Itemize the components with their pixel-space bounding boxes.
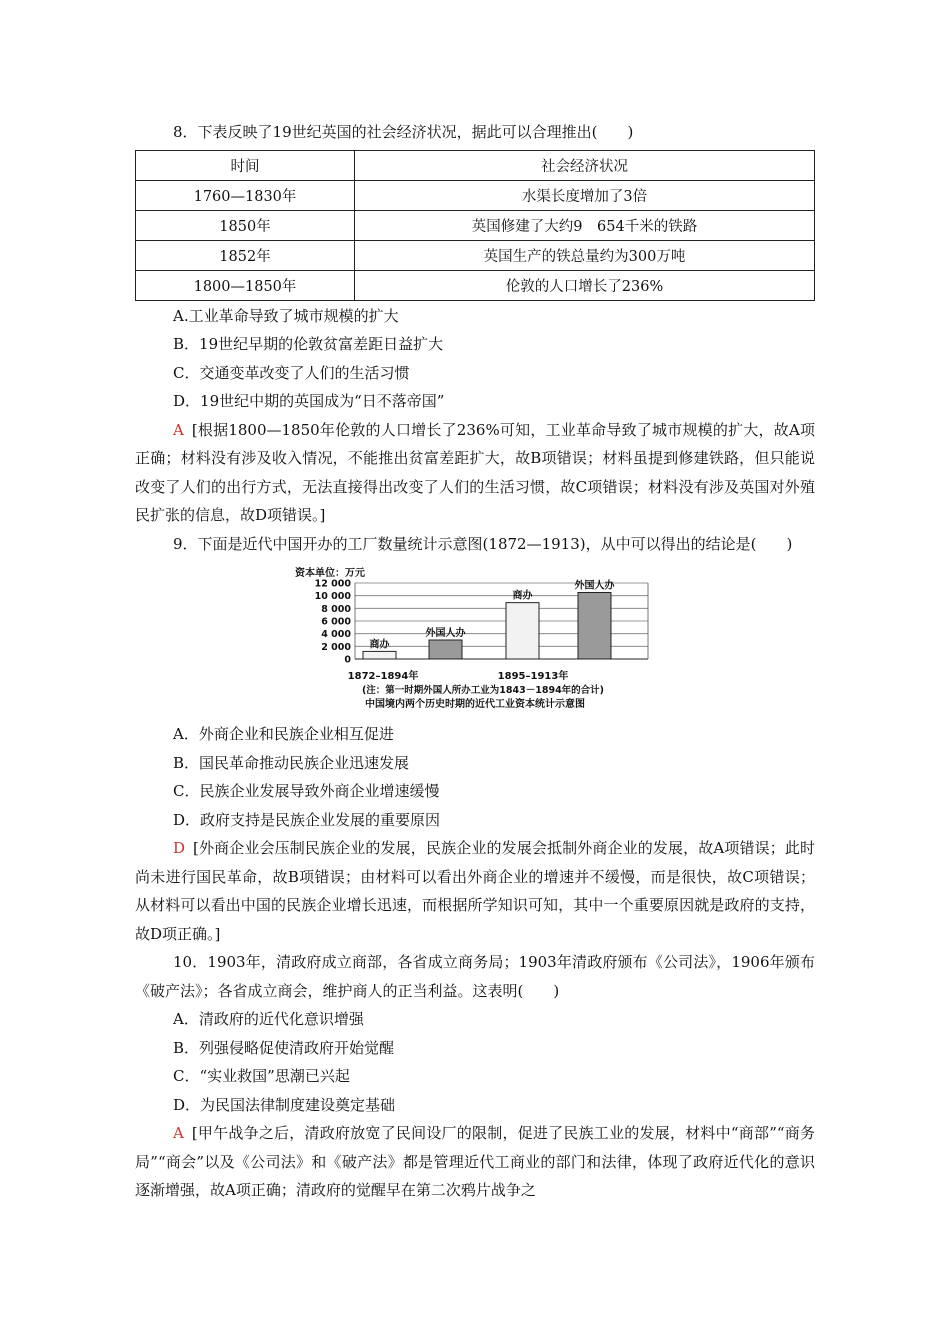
chart-y-tick-label: 2 000 bbox=[321, 641, 351, 653]
q8-stem: 8．下表反映了19世纪英国的社会经济状况，据此可以合理推出( ) bbox=[173, 123, 634, 141]
table-header-cell: 社会经济状况 bbox=[355, 150, 815, 180]
q8-explanation-text: [根据1800—1850年伦敦的人口增长了236%可知，工业革命导致了城市规模的扩大，故A项正确；材料没有涉及收入情况，不能推出贫富差距扩大，故B项错误；材料虽提到修建铁路，但只能说改变了人们的出行方式，无法直接得出改变了人们的生活习惯，故C项错误；材料没有涉及英国对外殖民扩张的信息，故D项错误。] bbox=[135, 420, 815, 524]
q9-option-b: B．国民革命推动民族企业迅速发展 bbox=[173, 753, 410, 772]
table-cell: 1850年 bbox=[136, 210, 355, 240]
table-header-cell: 时间 bbox=[136, 150, 355, 180]
chart-y-tick-label: 6 000 bbox=[321, 616, 351, 628]
table-cell: 1800—1850年 bbox=[136, 270, 355, 300]
table-row bbox=[136, 180, 815, 210]
q8-table bbox=[135, 150, 815, 301]
q8-option-d: D．19世纪中期的英国成为“日不落帝国” bbox=[173, 392, 445, 410]
q9-stem: 9．下面是近代中国开办的工厂数量统计示意图(1872—1913)，从中可以得出的结论是( ) bbox=[173, 534, 793, 553]
table-cell: 水渠长度增加了3倍 bbox=[355, 180, 815, 210]
chart-category-label: 1895–1913年 bbox=[497, 671, 569, 682]
chart-caption: 中国境内两个历史时期的近代工业资本统计示意图 bbox=[365, 699, 585, 710]
q9-option-a: A．外商企业和民族企业相互促进 bbox=[173, 725, 394, 743]
q9-option-c: C．民族企业发展导致外商企业增速缓慢 bbox=[173, 782, 440, 800]
table-cell: 1852年 bbox=[136, 240, 355, 270]
table-row bbox=[136, 240, 815, 270]
chart-bar bbox=[363, 651, 396, 659]
table-row bbox=[136, 270, 815, 300]
q9-option-d: D．政府支持是民族企业发展的重要原因 bbox=[173, 810, 441, 829]
chart-bar-label: 商办 bbox=[369, 639, 390, 651]
q10-explanation bbox=[135, 1119, 815, 1205]
chart-bar bbox=[429, 640, 462, 659]
document-page bbox=[135, 118, 815, 1205]
chart-bar-label: 商办 bbox=[512, 590, 533, 602]
q9-explanation-text: [外商企业会压制民族企业的发展，民族企业的发展会抵制外商企业的发展，故A项错误；此时尚未进行国民革命，故B项错误；由材料可以看出外商企业的增速并不缓慢，而是很快，故C项错误；从材料可以看出中国的民族企业增长迅速，而根据所学知识可知，其中一个重要原因就是政府的支持，故D项正确。] bbox=[135, 839, 815, 943]
chart-y-tick-label: 4 000 bbox=[321, 629, 351, 641]
q10-option-b: B．列强侵略促使清政府开始觉醒 bbox=[173, 1038, 395, 1057]
chart-y-tick-label: 10 000 bbox=[314, 591, 351, 603]
q10-option-a: A．清政府的近代化意识增强 bbox=[173, 1010, 364, 1028]
q8-answer: A bbox=[173, 420, 184, 439]
table-header-row bbox=[136, 150, 815, 180]
table-row bbox=[136, 210, 815, 240]
table-cell: 伦敦的人口增长了236% bbox=[355, 270, 815, 300]
q10-explanation-text: [甲午战争之后，清政府放宽了民间设厂的限制，促进了民族工业的发展，材料中“商部”“商务局”“商会”以及《公司法》和《破产法》都是管理近代工商业的部门和法律，体现了政府近代化的意识逐渐增强，故A项正确；清政府的觉醒早在第二次鸦片战争之 bbox=[135, 1124, 815, 1199]
chart-ylabel: 资本单位：万元 bbox=[295, 568, 365, 579]
q8-explanation bbox=[135, 416, 815, 530]
table-cell: 英国生产的铁总量约为300万吨 bbox=[355, 240, 815, 270]
q9-explanation bbox=[135, 834, 815, 948]
table-cell: 1760—1830年 bbox=[136, 180, 355, 210]
chart-category-label: 1872–1894年 bbox=[347, 671, 419, 682]
q10-answer: A bbox=[173, 1124, 184, 1142]
q10-stem: 10．1903年，清政府成立商部，各省成立商务局；1903年清政府颁布《公司法》，1906年颁布《破产法》；各省成立商会，维护商人的正当利益。这表明( ) bbox=[135, 953, 815, 1000]
capital-chart bbox=[135, 564, 815, 712]
table-cell: 英国修建了大约9 654千米的铁路 bbox=[355, 210, 815, 240]
chart-bar bbox=[578, 593, 611, 660]
chart-bar bbox=[506, 603, 539, 659]
q8-option-c: C．交通变革改变了人们的生活习惯 bbox=[173, 363, 410, 382]
chart-y-tick-label: 12 000 bbox=[314, 578, 351, 590]
chart-bar-label: 外国人办 bbox=[574, 580, 615, 592]
chart-bar-label: 外国人办 bbox=[425, 628, 466, 639]
q10-option-d: D．为民国法律制度建设奠定基础 bbox=[173, 1095, 396, 1114]
q10-option-c: C．“实业救国”思潮已兴起 bbox=[173, 1067, 350, 1085]
chart-y-tick-label: 8 000 bbox=[321, 603, 351, 615]
chart-note: (注：第一时期外国人所办工业为1843－1894年的合计) bbox=[361, 685, 605, 696]
q8-option-a: A.工业革命导致了城市规模的扩大 bbox=[173, 306, 399, 325]
q8-option-b: B．19世纪早期的伦敦贫富差距日益扩大 bbox=[173, 335, 444, 353]
capital-bar-chart bbox=[293, 564, 663, 712]
q9-answer: D bbox=[173, 839, 186, 857]
chart-y-tick-label: 0 bbox=[344, 654, 351, 666]
